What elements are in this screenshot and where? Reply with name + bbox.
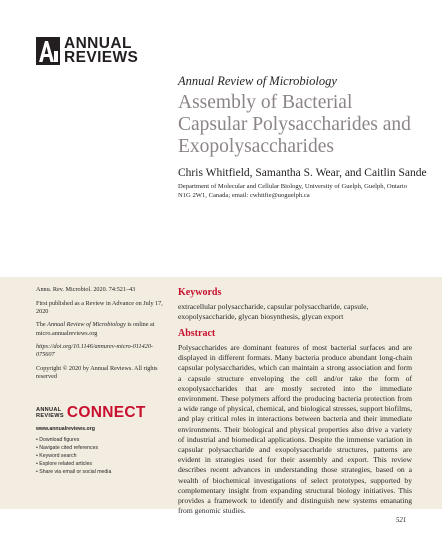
copyright: Copyright © 2020 by Annual Reviews. All rights reserved [36, 364, 158, 381]
first-published: First published as a Review in Advance on July 17, 2020 [36, 299, 163, 315]
article-title: Assembly of Bacterial Capsular Polysaccharides and Exopolysaccharides [178, 92, 411, 157]
annual-reviews-logo-mark-icon [36, 37, 60, 65]
online-journal: Annual Review of Microbiology [47, 321, 126, 329]
connect-small-line-2: REVIEWS [36, 413, 64, 419]
connect-url[interactable]: www.annualreviews.org [36, 426, 95, 432]
connect-title: CONNECT [66, 404, 146, 421]
annual-reviews-logo [36, 37, 138, 65]
logo-line-2: REVIEWS [64, 49, 139, 66]
online-note [36, 321, 168, 337]
logo-line-1: ANNUAL [64, 35, 132, 52]
list-item: • Download figures [36, 436, 168, 444]
keywords-text: extracellular polysaccharide, capsular polysaccharide, capsule, exopolysaccharide, glycan biosynthesis, glycan export [178, 302, 369, 321]
connect-small-logo [36, 407, 64, 419]
connect-features [36, 436, 168, 476]
article-info [36, 286, 168, 387]
abstract-text: Polysaccharides are dominant features of most bacterial surfaces and are displayed in different formats. Many bacteria produce abundant long-chain capsular polysaccharides, which can maintain a strong association and form a capsule structure enveloping the cell and/or take the form of exopolysaccharides that are mostly secreted into the immediate environment. These polymers afford the producing bacteria protection from a wide range of physical, chemical, and biological stresses, support biofilms, and play critical roles in interactions between bacteria and their immediate environments. Their biological and physical properties also drive a variety of industrial and biomedical applications. Despite the immense variation in capsular polysaccharide and exopolysaccharide structures, patterns are evident in strategies used for their assembly and export. This review describes recent advances in understanding those strategies, based on a wealth of biochemical investigations of select prototypes, supported by complementary insight from expanding structural biology initiatives. This provides a framework to identify and distinguish new systems emanating from genomic studies. [178, 343, 412, 516]
page-number: 521 [396, 517, 407, 524]
list-item: • Keyword search [36, 452, 168, 460]
citation: Annu. Rev. Microbiol. 2020. 74:521–43 [36, 286, 136, 293]
journal-name: Annual Review of Microbiology [178, 74, 337, 88]
online-suffix: is online at micro.annualreviews.org [36, 321, 155, 337]
authors: Chris Whitfield, Samantha S. Wear, and Caitlin Sande [178, 167, 427, 179]
list-item: • Explore related articles [36, 460, 168, 468]
annual-reviews-connect [36, 404, 168, 476]
affiliation: Department of Molecular and Cellular Biology, University of Guelph, Guelph, Ontario N1G 2W1, Canada; email: cwhitfie@uoguelph.ca [178, 183, 408, 199]
keywords-abstract [178, 287, 412, 516]
abstract-heading: Abstract [178, 328, 216, 339]
keywords-heading: Keywords [178, 287, 222, 298]
logo-wordmark [64, 37, 138, 65]
doi-link[interactable]: https://doi.org/10.1146/annurev-micro-011420-075607 [36, 343, 153, 359]
list-item: • Share via email or social media [36, 468, 168, 476]
connect-header [36, 404, 168, 422]
connect-small-line-1: ANNUAL [36, 407, 62, 413]
list-item: • Navigate cited references [36, 444, 168, 452]
online-prefix: The [36, 321, 48, 329]
